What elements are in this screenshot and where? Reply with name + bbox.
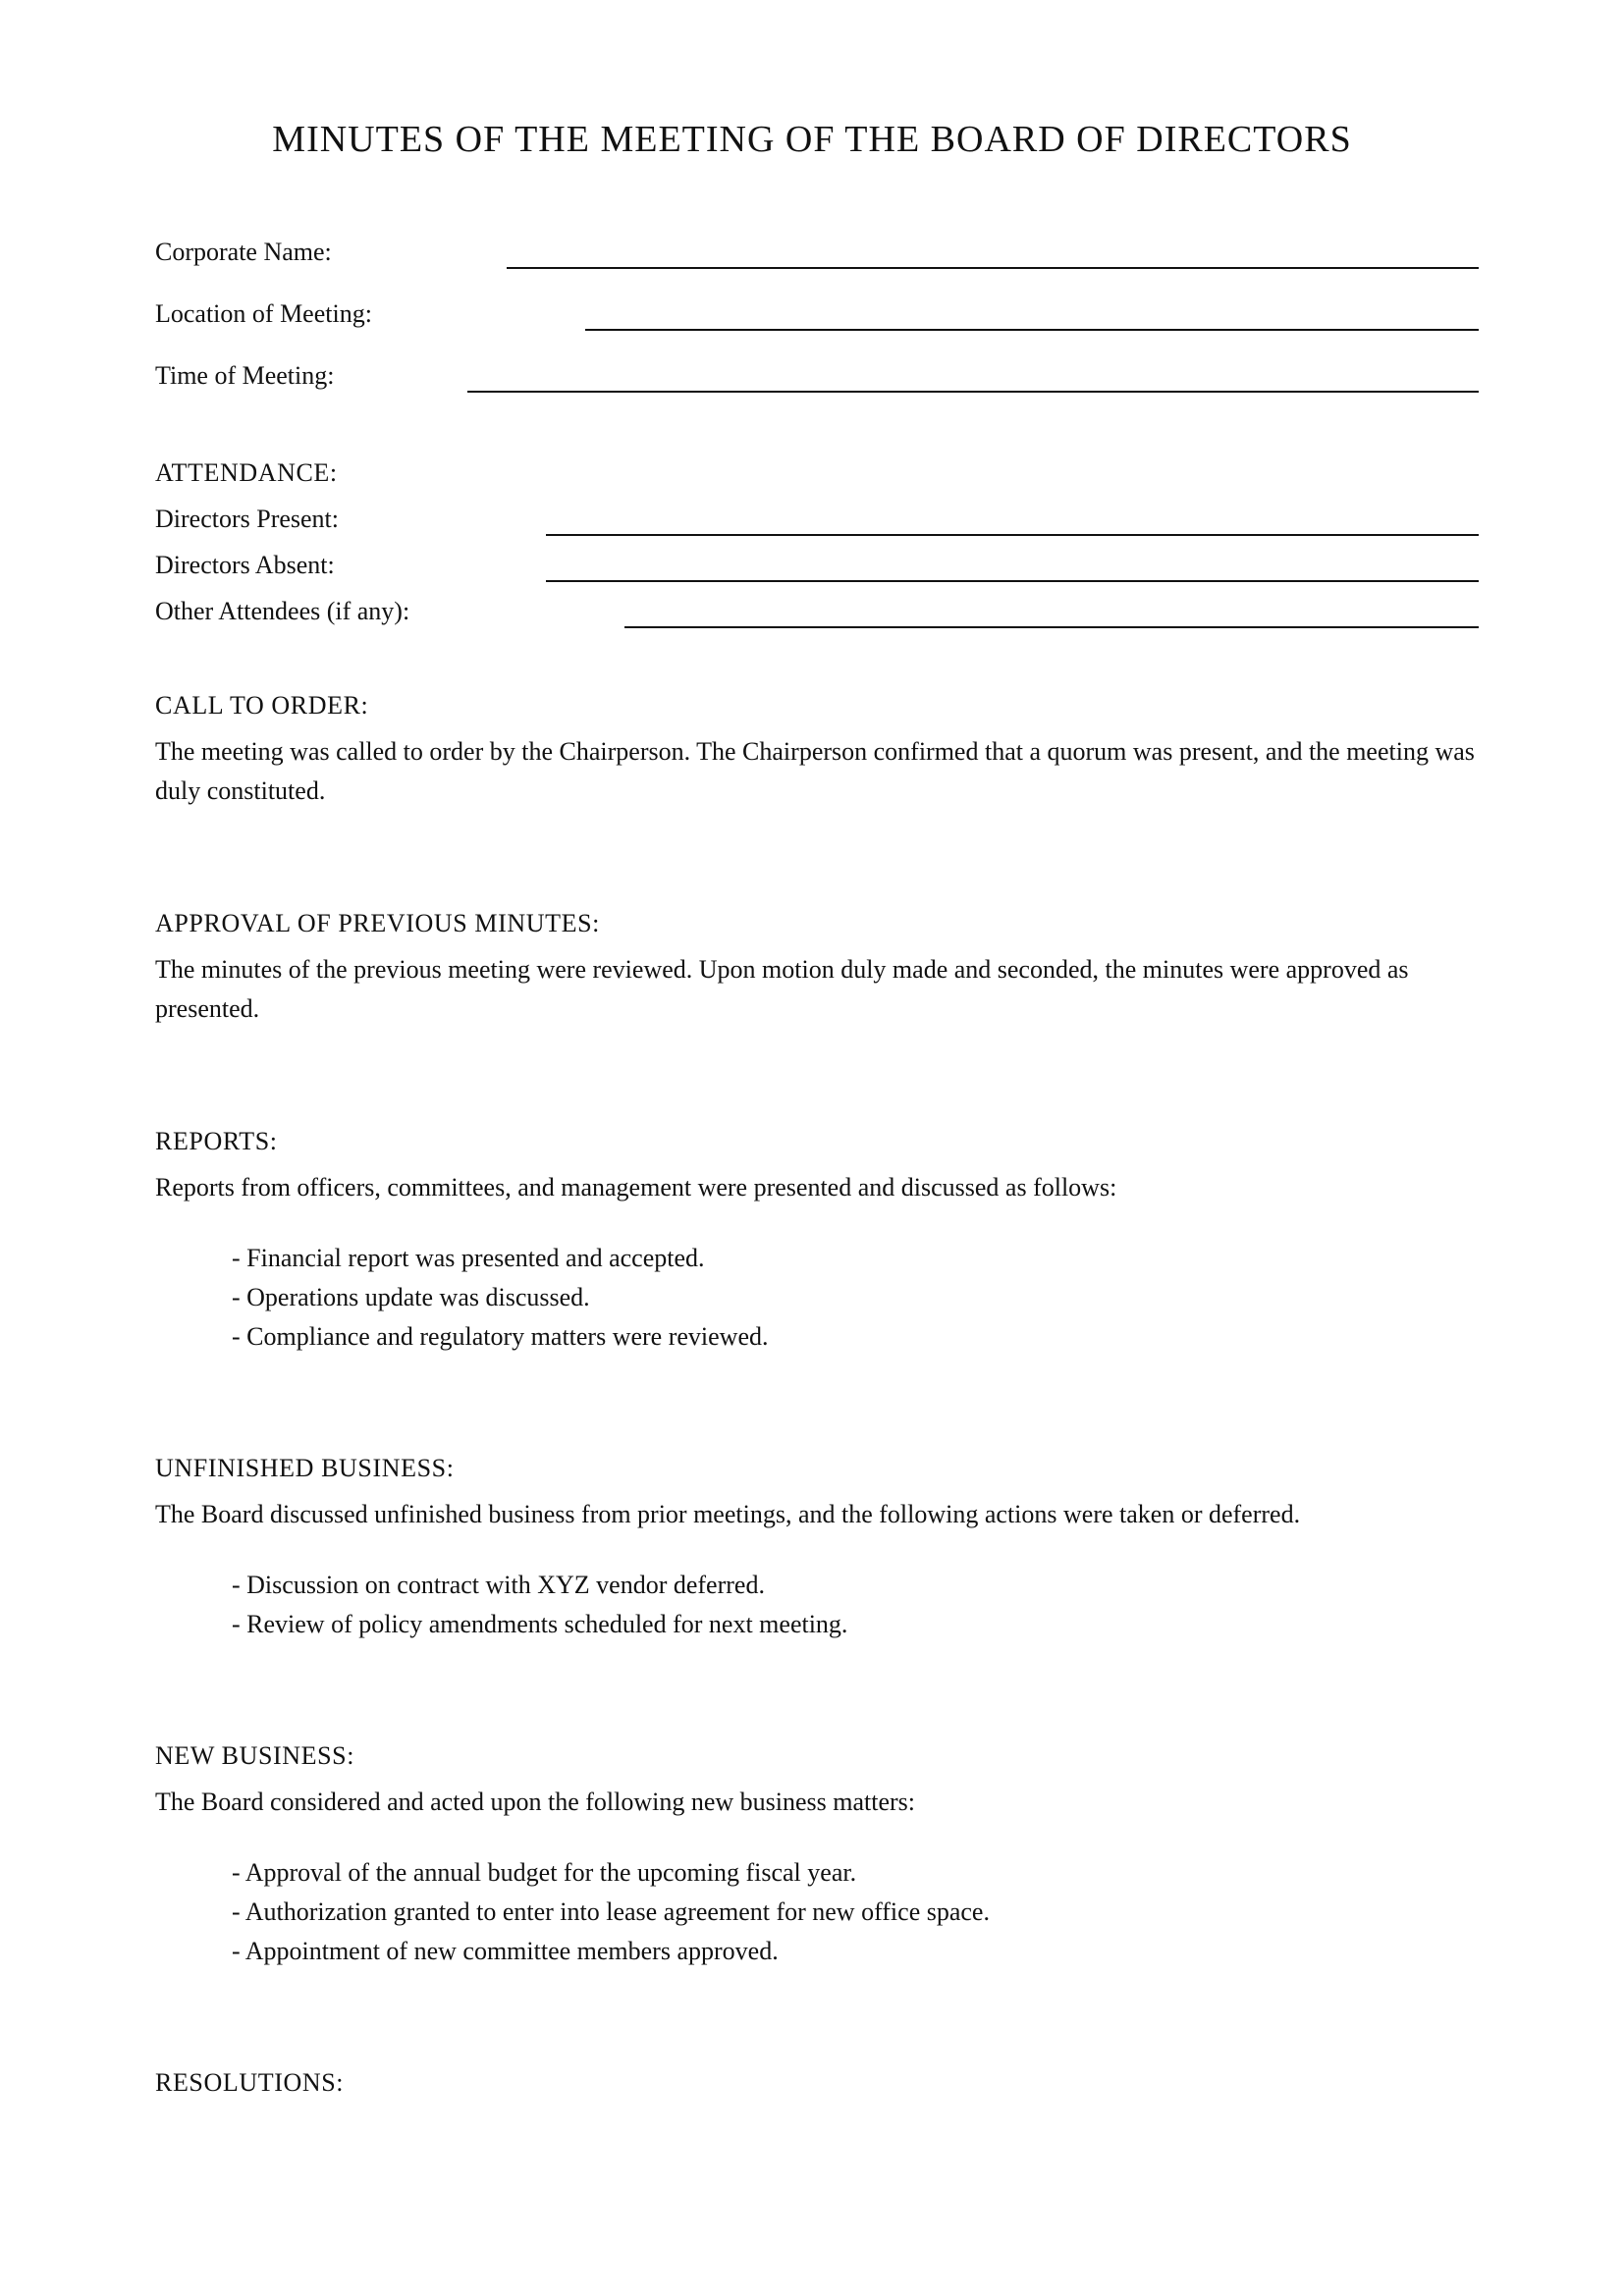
approval-text: The minutes of the previous meeting were reviewed. Upon motion duly made and seconded, the minutes were approved as presented. (155, 955, 1409, 1023)
corporate-name-blank-line[interactable] (507, 267, 1479, 269)
other-attendees-row (155, 597, 1479, 636)
approval-heading: APPROVAL OF PREVIOUS MINUTES: (155, 909, 600, 937)
new-business-list (232, 1853, 990, 1971)
time-row (155, 361, 1479, 400)
list-item: - Compliance and regulatory matters were reviewed. (232, 1322, 769, 1351)
reports-heading: REPORTS: (155, 1127, 278, 1155)
directors-present-row (155, 505, 1479, 544)
reports-text: Reports from officers, committees, and management were presented and discussed as follows: (155, 1173, 1117, 1201)
location-blank-line[interactable] (585, 329, 1479, 331)
other-attendees-label: Other Attendees (if any): (155, 597, 410, 625)
reports-list (232, 1239, 769, 1357)
directors-absent-label: Directors Absent: (155, 551, 335, 579)
call-to-order-text: The meeting was called to order by the Chairperson. The Chairperson confirmed that a quorum was present, and the meeting was duly constituted. (155, 737, 1475, 805)
list-item: - Authorization granted to enter into lease agreement for new office space. (232, 1897, 990, 1926)
directors-present-blank-line[interactable] (546, 534, 1479, 536)
unfinished-business-heading: UNFINISHED BUSINESS: (155, 1454, 455, 1482)
document-title: MINUTES OF THE MEETING OF THE BOARD OF DIRECTORS (272, 119, 1352, 160)
list-item: - Discussion on contract with XYZ vendor deferred. (232, 1571, 765, 1599)
corporate-name-row (155, 238, 1479, 277)
time-blank-line[interactable] (467, 391, 1479, 393)
unfinished-business-text: The Board discussed unfinished business from prior meetings, and the following actions were taken or deferred. (155, 1500, 1301, 1528)
list-item: - Operations update was discussed. (232, 1283, 590, 1311)
new-business-text: The Board considered and acted upon the following new business matters: (155, 1788, 916, 1816)
call-to-order-heading: CALL TO ORDER: (155, 691, 369, 720)
list-item: - Appointment of new committee members approved. (232, 1937, 779, 1965)
list-item: - Approval of the annual budget for the upcoming fiscal year. (232, 1858, 857, 1887)
corporate-name-label: Corporate Name: (155, 238, 332, 266)
directors-absent-blank-line[interactable] (546, 580, 1479, 582)
unfinished-business-list (232, 1566, 847, 1644)
directors-present-label: Directors Present: (155, 505, 340, 533)
new-business-heading: NEW BUSINESS: (155, 1741, 355, 1770)
time-label: Time of Meeting: (155, 361, 335, 390)
directors-absent-row (155, 551, 1479, 590)
resolutions-heading: RESOLUTIONS: (155, 2068, 345, 2097)
location-row (155, 299, 1479, 339)
attendance-heading: ATTENDANCE: (155, 458, 338, 487)
other-attendees-blank-line[interactable] (624, 626, 1479, 628)
list-item: - Review of policy amendments scheduled for next meeting. (232, 1610, 848, 1638)
list-item: - Financial report was presented and accepted. (232, 1244, 705, 1272)
location-label: Location of Meeting: (155, 299, 372, 328)
